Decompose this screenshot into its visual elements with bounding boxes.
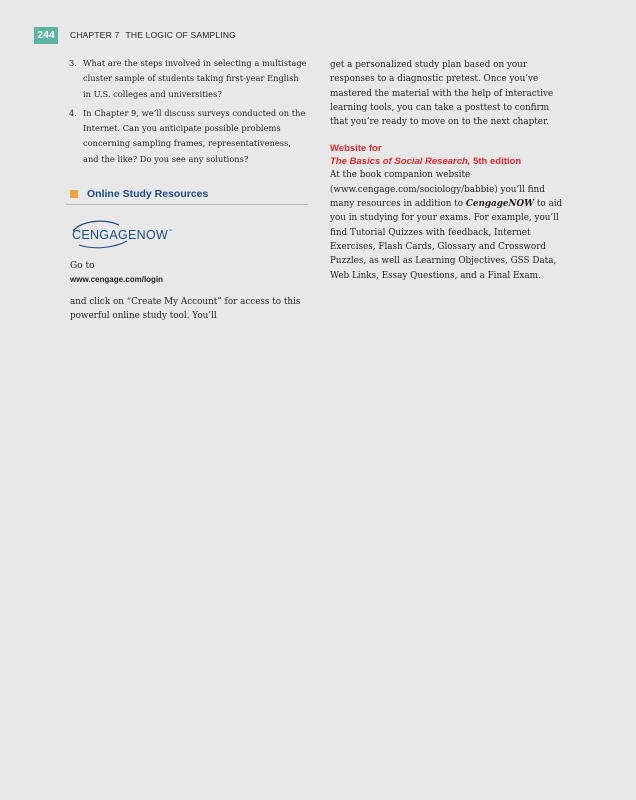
book-title: The Basics of Social Research, (330, 156, 471, 168)
right-column (330, 58, 568, 283)
create-account-text: and click on “Create My Account” for access to this powerful online study tool. You’ll (70, 297, 301, 322)
logo-text (72, 228, 172, 242)
paragraph-part2: to aid you in studying for your exams. For example, you’ll find Tutorial Quizzes with feedback, Internet Exercises, Flash Cards, Glossary and Crossword Puzzles, as well as Learning Objectives, GSS Data, Web Links, Essay Questions, and a Final Exam. (330, 199, 563, 281)
cengagenow-logo (69, 216, 189, 250)
online-study-heading (66, 188, 308, 205)
question-item (66, 106, 308, 167)
brand-name: CengageNOW (465, 199, 535, 210)
left-column (66, 56, 308, 324)
logo-trademark: ™ (168, 228, 173, 234)
paragraph-part1: At the book companion website (www.cengage.com/sociology/babbie) you’ll find many resources in addition to (330, 170, 545, 210)
goto-text: Go to (70, 261, 95, 272)
page-number: 244 (34, 27, 58, 44)
website-heading (330, 142, 568, 168)
question-text: What are the steps involved in selecting a multistage cluster sample of students taking first-year English in U.S. colleges and universities? (83, 58, 307, 99)
chapter-title: THE LOGIC OF SAMPLING (125, 30, 236, 40)
question-number: 4. (69, 107, 77, 118)
question-text: In Chapter 9, we’ll discuss surveys conducted on the Internet. Can you anticipate possible problems concerning sampling frames, representativeness, and the like? Do you see any solutions? (83, 107, 306, 164)
edition-text: 5th edition (473, 156, 522, 168)
continuation-text: get a personalized study plan based on your responses to a diagnostic pretest. Once you’ve mastered the material with the help of interactive learning tools, you can take a posttest to confirm that you’re ready to move on to the next chapter. (330, 60, 554, 128)
question-number: 3. (69, 58, 77, 68)
companion-website-paragraph (330, 168, 568, 282)
online-study-heading-text: Online Study Resources (87, 188, 209, 201)
website-heading-line2 (330, 155, 568, 168)
running-header (70, 30, 236, 40)
logo-wordmark: CENGAGENOW (72, 228, 169, 243)
chapter-label: CHAPTER 7 (70, 30, 120, 40)
website-heading-line1: Website for (330, 143, 382, 155)
question-item (66, 56, 308, 102)
bullet-square-icon (70, 190, 78, 198)
login-url[interactable]: www.cengage.com/login (70, 275, 164, 285)
